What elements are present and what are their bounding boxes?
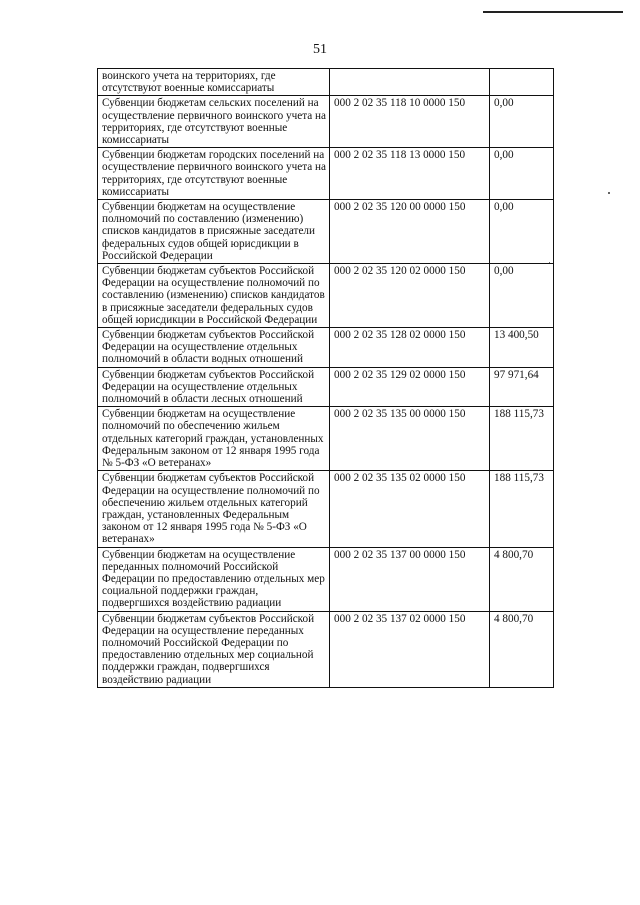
scan-speck bbox=[608, 192, 610, 194]
row-name: Субвенции бюджетам на осуществление полномочий по обеспечению жильем отдельных категорий граждан, установленных Федеральным законом от 12 января 1995 года № 5-ФЗ «О ветеранах» bbox=[98, 407, 330, 471]
row-name: Субвенции бюджетам на осуществление переданных полномочий Российской Федерации по предоставлению отдельных мер социальной поддержки граждан, подвергшихся воздействию радиации bbox=[98, 547, 330, 611]
row-name: Субвенции бюджетам субъектов Российской Федерации на осуществление отдельных полномочий в области лесных отношений bbox=[98, 367, 330, 407]
row-code: 000 2 02 35 135 00 0000 150 bbox=[330, 407, 490, 471]
row-code: 000 2 02 35 120 02 0000 150 bbox=[330, 264, 490, 328]
page-number: 51 bbox=[313, 42, 327, 57]
row-code bbox=[330, 69, 490, 96]
row-code: 000 2 02 35 118 13 0000 150 bbox=[330, 148, 490, 200]
table-row bbox=[98, 69, 554, 96]
row-name: Субвенции бюджетам субъектов Российской Федерации на осуществление переданных полномочий Российской Федерации по предоставлению отдельных мер социальной поддержки граждан, подвергшихся воздействию радиации bbox=[98, 611, 330, 687]
row-name: Субвенции бюджетам субъектов Российской Федерации на осуществление полномочий по составлению (изменению) списков кандидатов в присяжные заседатели федеральных судов общей юрисдикции в Российской Федерации bbox=[98, 264, 330, 328]
table-row bbox=[98, 264, 554, 328]
table-row bbox=[98, 611, 554, 687]
table-row bbox=[98, 471, 554, 547]
table-row bbox=[98, 328, 554, 368]
row-code: 000 2 02 35 137 00 0000 150 bbox=[330, 547, 490, 611]
row-name: воинского учета на территориях, где отсутствуют военные комиссариаты bbox=[98, 69, 330, 96]
table-row bbox=[98, 148, 554, 200]
row-code: 000 2 02 35 137 02 0000 150 bbox=[330, 611, 490, 687]
row-code: 000 2 02 35 120 00 0000 150 bbox=[330, 200, 490, 264]
row-value: 0,00 bbox=[490, 200, 554, 264]
header-rule bbox=[483, 11, 623, 13]
table-row bbox=[98, 200, 554, 264]
table-row bbox=[98, 547, 554, 611]
table-row bbox=[98, 367, 554, 407]
row-value: 0,00 bbox=[490, 264, 554, 328]
row-code: 000 2 02 35 118 10 0000 150 bbox=[330, 96, 490, 148]
row-value: 97 971,64 bbox=[490, 367, 554, 407]
row-value: 188 115,73 bbox=[490, 471, 554, 547]
row-value: 0,00 bbox=[490, 148, 554, 200]
row-code: 000 2 02 35 135 02 0000 150 bbox=[330, 471, 490, 547]
row-name: Субвенции бюджетам городских поселений на осуществление первичного воинского учета на территориях, где отсутствуют военные комиссариаты bbox=[98, 148, 330, 200]
row-name: Субвенции бюджетам сельских поселений на осуществление первичного воинского учета на территориях, где отсутствуют военные комиссариаты bbox=[98, 96, 330, 148]
row-name: Субвенции бюджетам субъектов Российской Федерации на осуществление отдельных полномочий в области водных отношений bbox=[98, 328, 330, 368]
row-value: 0,00 bbox=[490, 96, 554, 148]
row-value: 4 800,70 bbox=[490, 547, 554, 611]
row-value: 13 400,50 bbox=[490, 328, 554, 368]
row-code: 000 2 02 35 129 02 0000 150 bbox=[330, 367, 490, 407]
table-row bbox=[98, 96, 554, 148]
table-row bbox=[98, 407, 554, 471]
budget-table bbox=[97, 68, 554, 688]
row-value: 188 115,73 bbox=[490, 407, 554, 471]
row-code: 000 2 02 35 128 02 0000 150 bbox=[330, 328, 490, 368]
row-name: Субвенции бюджетам субъектов Российской Федерации на осуществление полномочий по обеспечению жильем отдельных категорий граждан, установленных Федеральным законом от 12 января 1995 года № 5-ФЗ «О ветеранах» bbox=[98, 471, 330, 547]
row-value: 4 800,70 bbox=[490, 611, 554, 687]
row-value bbox=[490, 69, 554, 96]
row-name: Субвенции бюджетам на осуществление полномочий по составлению (изменению) списков кандидатов в присяжные заседатели федеральных судов общей юрисдикции в Российской Федерации bbox=[98, 200, 330, 264]
